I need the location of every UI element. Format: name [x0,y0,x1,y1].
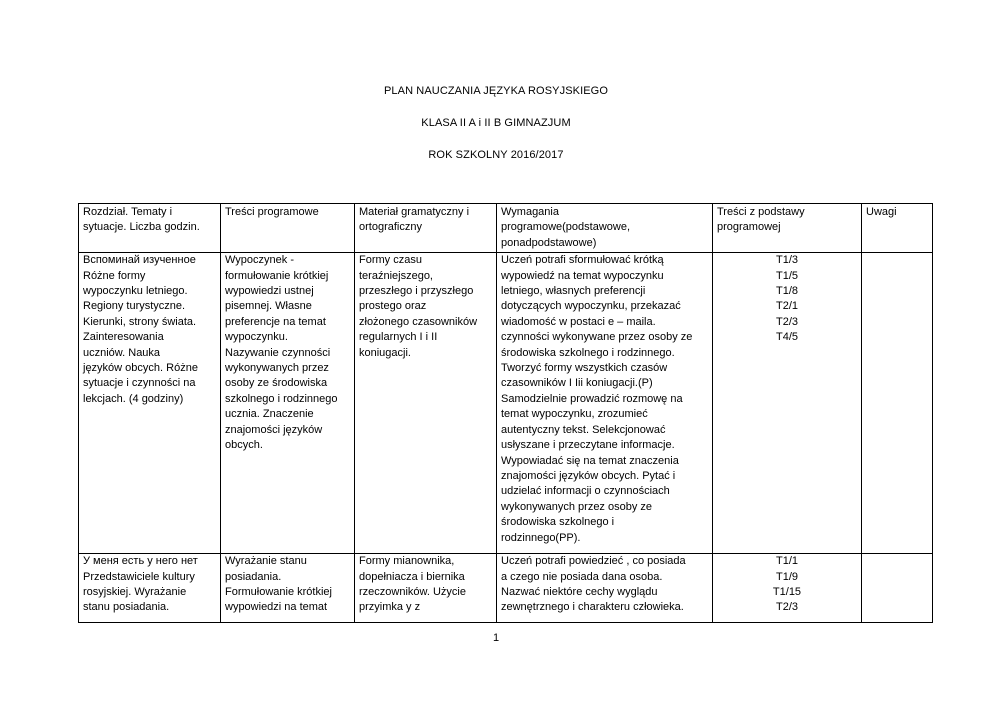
table-row [79,253,933,554]
header-cell-content [221,204,355,253]
header-cell-notes [862,204,933,253]
cell-notes [862,253,933,554]
document-school-year: ROK SZKOLNY 2016/2017 [428,149,564,161]
cell-text: Formy mianownika, dopełniacza i biernika rzeczowników. Użycie przyimka y z [359,555,466,614]
document-title: PLAN NAUCZANIA JĘZYKA ROSYJSKIEGO [384,85,608,97]
header-label: Wymagania programowe(podstawowe, ponadpodstawowe) [501,206,631,249]
header-label: Treści programowe [225,206,319,218]
cell-curriculum-codes [713,253,862,554]
header-label: Rozdział. Tematy i sytuacje. Liczba godzin. [83,206,200,234]
curriculum-code: T1/5 [775,269,798,282]
page-number: 1 [492,632,500,644]
header-label: Materiał gramatyczny i ortograficzny [359,206,470,234]
cell-text: Uczeń potrafi powiedzieć , co posiada a czego nie posiada dana osoba. Nazwać niektóre cechy wyglądu zewnętrznego i charakteru człowieka. [501,555,686,614]
cell-text: Wyrażanie stanu posiadania. Formułowanie krótkiej wypowiedzi na temat [225,555,332,614]
cell-requirements [497,554,713,623]
curriculum-code: T2/3 [775,601,798,614]
table-row [79,554,933,623]
cell-grammar [355,554,497,623]
curriculum-code: T1/3 [775,254,798,267]
cell-curriculum-codes [713,554,862,623]
curriculum-code: T1/1 [775,555,798,568]
cell-chapter [79,554,221,623]
cell-grammar [355,253,497,554]
header-label: Uwagi [866,206,897,218]
curriculum-code: T1/9 [775,570,798,583]
cell-text: Wypoczynek - formułowanie krótkiej wypowiedzi ustnej pisemnej. Własne preferencje na temat wypoczynku. Nazywanie czynności wykonywanych przez osoby ze środowiska szkolnego i rodzinnego ucznia. Znaczenie znajomości języków obcych. [225,254,338,452]
header-cell-requirements [497,204,713,253]
header-cell-grammar [355,204,497,253]
header-label: Treści z podstawy programowej [717,206,805,234]
cell-requirements [497,253,713,554]
curriculum-table [78,203,933,623]
header-cell-curriculum-basis [713,204,862,253]
curriculum-code: T1/15 [772,586,802,599]
cell-content [221,253,355,554]
curriculum-code: T4/5 [775,331,798,344]
cell-text: Formy czasu teraźniejszego, przeszłego i przyszłego prostego oraz złożonego czasowników regularnych I i II koniugacji. [359,254,478,359]
cell-text: У меня есть у него нет Przedstawiciele kultury rosyjskiej. Wyrażanie stanu posiadania. [83,555,198,614]
cell-notes [862,554,933,623]
cell-text: Вспоминай изученное Różne formy wypoczynku letniego. Regiony turystyczne. Kierunki, strony świata. Zainteresowania uczniów. Nauka języków obcych. Różne sytuacje i czynności na lekcjach. (4 godziny) [83,254,198,405]
cell-content [221,554,355,623]
curriculum-code: T2/1 [775,300,798,313]
table-header-row [79,204,933,253]
document-subtitle: KLASA II A i II B GIMNAZJUM [421,117,571,129]
header-cell-chapter [79,204,221,253]
cell-text: Uczeń potrafi sformułować krótką wypowiedź na temat wypoczynku letniego, własnych preferencji dotyczących wypoczynku, przekazać wiadomość w postaci e – maila. czynności wykonywane przez osoby ze środowiska szkolnego i rodzinnego. Tworzyć formy wszystkich czasów czasowników I Iii koniugacji.(P) Samodzielnie prowadzić rozmowę na temat wypoczynku, zrozumieć autentyczny tekst. Selekcjonować usłyszane i przeczytane informacje. Wypowiadać się na temat znaczenia znajomości języków obcych. Pytać i udzielać informacji o czynnościach wykonywanych przez osoby ze środowiska szkolnego i rodzinnego(PP). [501,254,693,544]
curriculum-code: T2/3 [775,315,798,328]
cell-chapter [79,253,221,554]
curriculum-code: T1/8 [775,285,798,298]
